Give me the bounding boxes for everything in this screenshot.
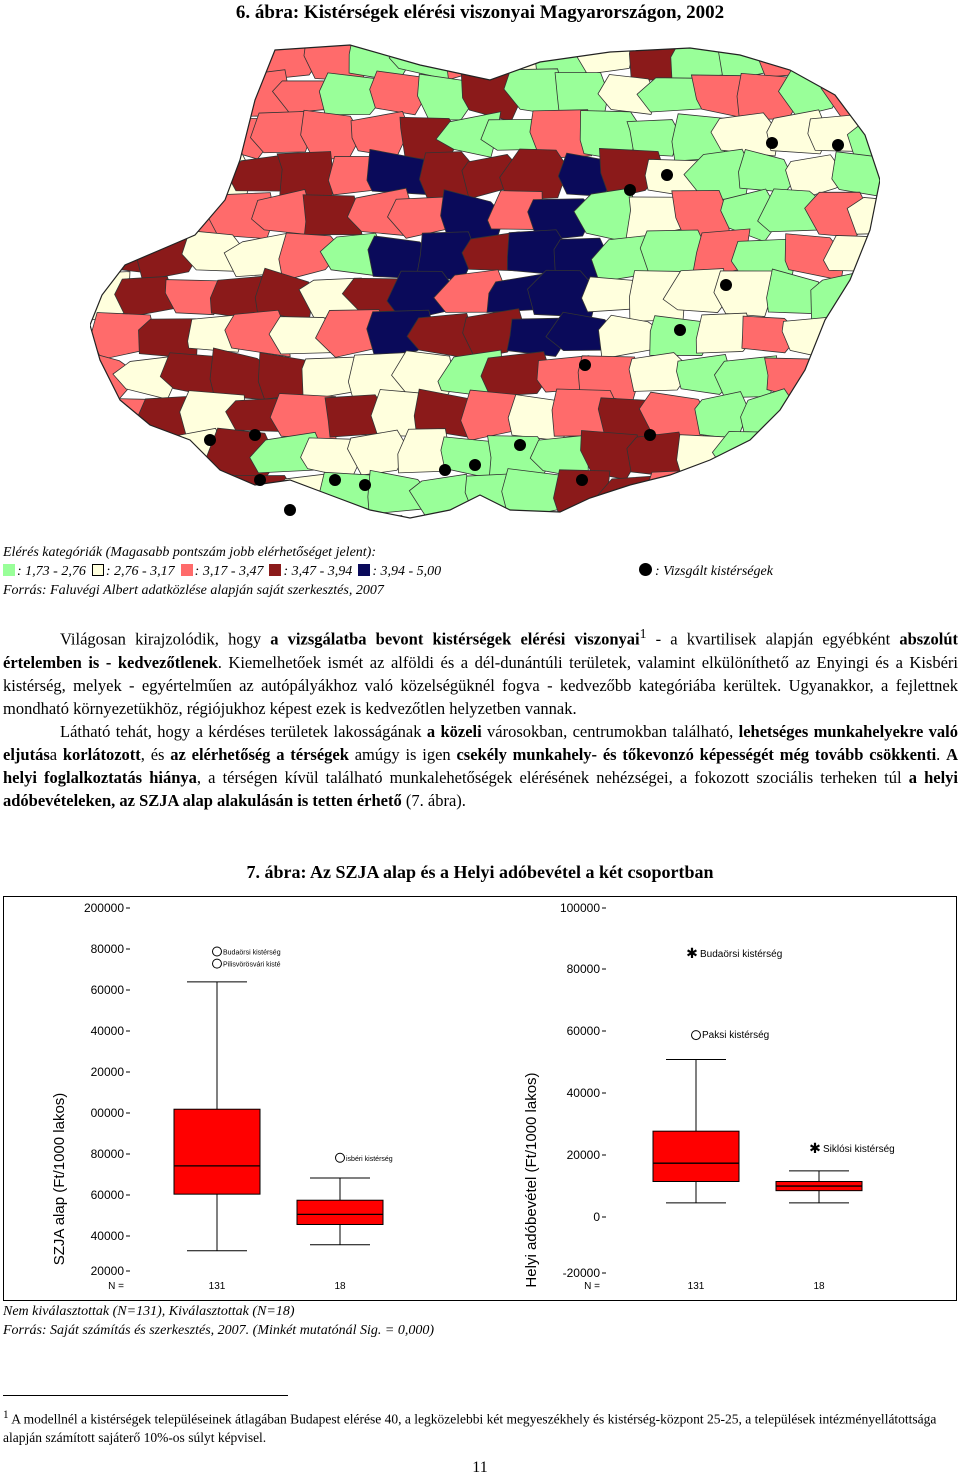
map-region — [870, 472, 880, 518]
map-region — [758, 40, 830, 77]
map-region — [665, 517, 728, 540]
studied-region-dot — [254, 474, 266, 486]
box — [653, 1131, 739, 1181]
map-region — [258, 519, 316, 540]
n-value: 18 — [813, 1281, 825, 1292]
map-region — [809, 516, 875, 540]
map-source: Forrás: Faluvégi Albert adatközlése alapján saját szerkesztés, 2007 — [3, 583, 384, 598]
map-region — [824, 474, 880, 513]
map-legend — [3, 543, 953, 600]
legend-studied: : Vizsgált kistérségek — [639, 562, 773, 581]
map-region — [803, 40, 865, 81]
map-region — [345, 516, 412, 540]
y-tick-label: 60000 — [566, 1024, 600, 1038]
y-tick-label: 60000 — [90, 983, 124, 997]
map-region — [759, 437, 822, 478]
legend-heading: Elérés kategóriák (Magasabb pontszám jobb elérhetőséget jelent): — [3, 545, 376, 560]
map-region — [135, 470, 201, 516]
outlier-circle — [336, 1153, 345, 1162]
text-run: Világosan kirajzolódik, hogy — [60, 629, 271, 649]
group-sizes-note: Nem kiválasztottak (N=131), Kiválasztottak (N=18) — [3, 1304, 295, 1319]
text-run: A helyi foglalkoztatás hiánya — [3, 744, 959, 787]
y-tick-label: 20000 — [90, 1065, 124, 1079]
figure-7-notes — [3, 1302, 434, 1340]
text-run: . — [936, 744, 947, 764]
legend-swatch — [269, 564, 281, 576]
map-region — [119, 429, 177, 481]
boxplot-charts — [4, 897, 956, 1300]
map-region — [732, 476, 800, 513]
studied-region-dot — [469, 459, 481, 471]
map-region — [115, 193, 186, 231]
text-run: korlátozott — [62, 744, 141, 764]
figure-7-title: 7. ábra: Az SZJA alap és a Helyi adóbevétel a két csoportban — [246, 862, 714, 882]
studied-region-dot — [644, 429, 656, 441]
y-tick-label: 20000 — [90, 1264, 124, 1278]
page-number: 11 — [472, 1459, 488, 1476]
map-region — [92, 70, 149, 118]
studied-region-dot — [832, 139, 844, 151]
map-region — [187, 70, 250, 118]
legend-category-1 — [3, 564, 86, 579]
y-tick-label: 40000 — [90, 1229, 124, 1243]
map-region — [303, 516, 359, 540]
text-run: a közeli — [426, 721, 482, 741]
legend-label: : 3,17 - 3,47 — [194, 564, 264, 579]
map-region — [858, 352, 880, 400]
y-axis-label: Helyi adóbevétel (Ft/1000 lakos) — [523, 1072, 540, 1288]
map-region — [868, 68, 880, 114]
map-region — [822, 390, 880, 439]
studied-region-dot — [284, 504, 296, 516]
map-region — [850, 510, 880, 540]
map-region — [780, 393, 850, 441]
body-text — [3, 622, 958, 812]
map-region — [90, 436, 128, 478]
paragraph-2 — [3, 720, 958, 812]
text-run: abszolút értelemben is - kedvezőtlenek — [3, 629, 959, 672]
outlier-label: Budaörsi kistérség — [700, 948, 783, 960]
map-region — [90, 188, 129, 238]
legend-categories — [3, 562, 953, 581]
map-region — [577, 512, 635, 540]
text-run: - a kvartilisek alapján egyébként — [646, 629, 900, 649]
map-region — [860, 440, 880, 475]
y-tick-label: 80000 — [90, 1147, 124, 1161]
studied-region-dot — [439, 464, 451, 476]
map-region — [114, 111, 177, 159]
studied-region-dot — [249, 429, 261, 441]
y-tick-label: 80000 — [566, 962, 600, 976]
studied-region-dot — [624, 184, 636, 196]
map-region — [684, 470, 749, 516]
box — [297, 1200, 383, 1224]
map-region — [115, 276, 174, 317]
legend-category-5 — [358, 564, 441, 579]
map-region — [782, 316, 849, 360]
y-axis-label: SZJA alap (Ft/1000 lakos) — [51, 1092, 68, 1266]
studied-region-dot — [204, 434, 216, 446]
legend-label: : 3,94 - 5,00 — [372, 564, 442, 579]
text-run: városokban, centrumokban található, — [481, 721, 739, 741]
map-region — [97, 468, 157, 519]
text-run: Látható tehát, hogy a kérdéses területek lakosságának — [60, 721, 427, 741]
n-value: 131 — [687, 1281, 705, 1292]
map-region — [620, 509, 682, 540]
y-tick-label: 80000 — [90, 942, 124, 956]
map-region — [435, 516, 506, 540]
legend-label: : 1,73 - 2,76 — [17, 564, 86, 579]
text-run: a vizsgálatba bevont kistérségek elérési viszonyai — [270, 629, 640, 649]
map-region — [392, 520, 460, 540]
text-run: amúgy is igen — [348, 744, 457, 764]
outlier-star: ✱ — [686, 945, 698, 962]
map-region — [868, 230, 880, 279]
y-tick-label: 60000 — [90, 1188, 124, 1202]
map-region — [710, 511, 779, 540]
map-region — [121, 40, 178, 82]
studied-region-dot — [674, 324, 686, 336]
studied-region-dot — [720, 279, 732, 291]
legend-swatch — [358, 564, 370, 576]
legend-swatch — [181, 564, 193, 576]
legend-swatch — [3, 564, 15, 576]
studied-region-dot — [576, 474, 588, 486]
studied-region-dot — [661, 169, 673, 181]
y-tick-label: 0 — [593, 1210, 600, 1224]
text-run: lehetséges munkahelyekre való eljutás — [3, 721, 958, 764]
text-run: (7. ábra). — [401, 790, 466, 810]
map-region — [853, 40, 880, 76]
map-region — [802, 358, 866, 396]
y-tick-label: 40000 — [566, 1086, 600, 1100]
n-value: 18 — [334, 1281, 346, 1292]
map-region — [811, 271, 868, 320]
map-region — [96, 152, 151, 194]
legend-swatch — [92, 564, 104, 576]
map-region — [206, 40, 269, 79]
paragraph-1 — [3, 622, 958, 720]
text-run: , és — [140, 744, 171, 764]
map-region — [854, 271, 880, 318]
outlier-label: Budaörsi kistérség — [223, 949, 281, 957]
figure-6-title: 6. ábra: Kistérségek elérési viszonyai Magyarországon, 2002 — [235, 2, 725, 23]
text-run: az elérhetőség a térségek — [170, 744, 349, 764]
figure-7-source: Forrás: Saját számítás és szerkesztés, 2007. (Minkét mutatónál Sig. = 0,000) — [3, 1323, 434, 1338]
y-tick-label: 200000 — [83, 901, 124, 915]
n-label: N = — [108, 1281, 124, 1292]
studied-region-dot — [579, 359, 591, 371]
map-region — [165, 112, 233, 155]
map-region — [821, 310, 880, 360]
outlier-label: Paksi kistérség — [702, 1030, 770, 1042]
boxplot-frame — [3, 896, 957, 1301]
outlier-label: Siklósi kistérség — [823, 1143, 895, 1155]
map-region — [162, 40, 225, 79]
studied-region-dot — [359, 479, 371, 491]
map-region — [90, 513, 133, 540]
y-tick-label: 00000 — [90, 1106, 124, 1120]
outlier-label: isbéri kistérség — [346, 1155, 393, 1163]
studied-marker-icon — [639, 563, 652, 576]
text-run: 1 — [639, 626, 647, 641]
map-region — [576, 40, 637, 74]
studied-region-dot — [329, 474, 341, 486]
map-region — [145, 73, 199, 116]
studied-region-dot — [766, 137, 778, 149]
map-region — [812, 429, 875, 480]
map-region — [878, 392, 880, 437]
map-region — [526, 513, 589, 540]
map-region — [112, 512, 182, 540]
y-tick-label: -20000 — [562, 1266, 600, 1280]
n-value: 131 — [208, 1281, 226, 1292]
outlier-circle — [692, 1031, 701, 1040]
map-region — [90, 40, 128, 79]
legend-category-3 — [181, 564, 264, 579]
y-tick-label: 20000 — [566, 1148, 600, 1162]
outlier-star: ✱ — [809, 1140, 821, 1157]
map-region — [445, 40, 498, 80]
map-region — [486, 517, 542, 540]
legend-label: : 2,76 - 3,17 — [105, 564, 175, 579]
map-region — [643, 470, 707, 519]
text-run: , a térségen kívül található munkalehetőségek elérésének nehézségei, a fokozott szociális terheken túl — [196, 767, 909, 787]
text-run: a helyi adóbevételeken, az SZJA alap alakulásán is tetten érhető — [3, 767, 958, 810]
y-tick-label: 40000 — [90, 1024, 124, 1038]
map-region — [90, 118, 131, 158]
map-region — [184, 479, 248, 519]
outlier-label: Pilisvörösvári kisté — [223, 961, 281, 969]
map-region — [868, 317, 880, 361]
map-region — [163, 508, 229, 540]
outlier-circle — [213, 947, 222, 956]
text-run: . Kiemelhetőek ismét az alföldi és a dél-dunántúli területek, valamint elkülöníthető az Enyingi és a Kisbéri kistérség, melyek - egyértelműen az autópályákhoz való közelségüknél fogva - kedvezőbb kategóriába kerültek. Ugyanakkor, a fejlettnek mondható környezetükhöz, régiójukhoz képest ezek is kedvezőtlen helyzetben vannak. — [3, 652, 958, 718]
legend-label: : 3,47 - 3,94 — [283, 564, 353, 579]
map-region — [134, 151, 196, 196]
map-region — [821, 77, 880, 119]
box — [174, 1109, 260, 1194]
map-region — [780, 480, 847, 512]
map-region — [204, 513, 276, 540]
footnote-divider — [3, 1395, 288, 1396]
y-tick-label: 100000 — [559, 901, 600, 915]
studied-region-dot — [514, 439, 526, 451]
text-run: a — [49, 744, 63, 764]
map-region — [764, 508, 823, 540]
footnote: $^1$ A modellnél a kistérségek településeinek átlagában Budapest elérése 40, a legközelebbi két megyeszékhely és kistérség-központ 25-25, a települések intézményellátottsága alapján számított sajáterő 10%-os súlyt képvisel. — [3, 1409, 937, 1445]
legend-category-4 — [269, 564, 352, 579]
outlier-circle — [213, 959, 222, 968]
n-label: N = — [584, 1281, 600, 1292]
legend-category-2 — [92, 564, 175, 579]
hungary-accessibility-map — [90, 40, 880, 540]
map-region — [714, 271, 773, 317]
text-run: csekély munkahely- és tőkevonzó képességét még tovább csökkenti — [456, 744, 937, 764]
